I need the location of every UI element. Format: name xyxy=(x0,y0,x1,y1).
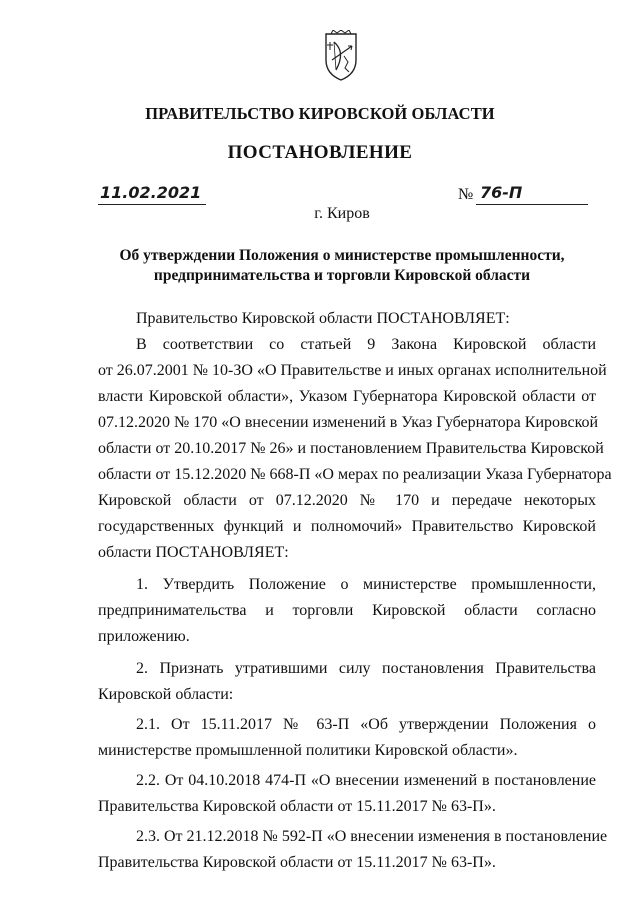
body-line: от 26.07.2001 № 10-ЗО «О Правительстве и иных органах исполнительной xyxy=(98,362,607,379)
document-date: 11.02.2021 xyxy=(98,182,206,205)
body-line: министерстве промышленной политики Кировской области». xyxy=(98,742,518,759)
body-line: Кировской области от 07.12.2020 № 170 и передаче некоторых xyxy=(98,492,596,509)
body-line: 2.2. От 04.10.2018 474-П «О внесении изменений в постановление xyxy=(136,772,596,789)
body-line: В соответствии со статьей 9 Закона Кировской области xyxy=(136,336,596,353)
body-line: 2. Признать утратившими силу постановления Правительства xyxy=(136,660,596,677)
city: г. Киров xyxy=(314,205,370,222)
body-line: 1. Утвердить Положение о министерстве промышленности, xyxy=(136,576,596,593)
body-line: 07.12.2020 № 170 «О внесении изменений в Указ Губернатора Кировской xyxy=(98,414,599,431)
body-line: предпринимательства и торговли Кировской области согласно xyxy=(98,602,596,619)
subject-line-2: предпринимательства и торговли Кировской области xyxy=(153,267,531,284)
subject-line-1: Об утверждении Положения о министерстве промышленности, xyxy=(119,247,565,264)
body-line: Правительства Кировской области от 15.11.2017 № 63-П». xyxy=(98,798,496,815)
coat-of-arms-icon xyxy=(318,30,364,82)
number-label: № xyxy=(458,186,474,203)
body-line: Правительство Кировской области ПОСТАНОВЛЯЕТ: xyxy=(136,310,510,327)
body-line: 2.1. От 15.11.2017 № 63-П «Об утверждении Положения о xyxy=(136,716,596,733)
body-line: области от 20.10.2017 № 26» и постановлением Правительства Кировской xyxy=(98,440,604,457)
body-line: государственных функций и полномочий» Правительство Кировской xyxy=(98,518,596,535)
government-name: ПРАВИТЕЛЬСТВО КИРОВСКОЙ ОБЛАСТИ xyxy=(145,104,495,123)
body-line: власти Кировской области», Указом Губернатора Кировской области от xyxy=(98,388,596,405)
body-line: Кировской области: xyxy=(98,686,234,703)
body-line: 2.3. От 21.12.2018 № 592-П «О внесении изменения в постановление xyxy=(136,828,608,845)
document-subject xyxy=(0,246,640,286)
body-line: Правительства Кировской области от 15.11.2017 № 63-П». xyxy=(98,854,496,871)
body-line: области от 15.12.2020 № 668-П «О мерах по реализации Указа Губернатора xyxy=(98,466,612,483)
document-type: ПОСТАНОВЛЕНИЕ xyxy=(227,142,413,163)
body-line: области ПОСТАНОВЛЯЕТ: xyxy=(98,544,289,561)
body-line: приложению. xyxy=(98,628,190,645)
document-number: 76-П xyxy=(476,182,588,205)
